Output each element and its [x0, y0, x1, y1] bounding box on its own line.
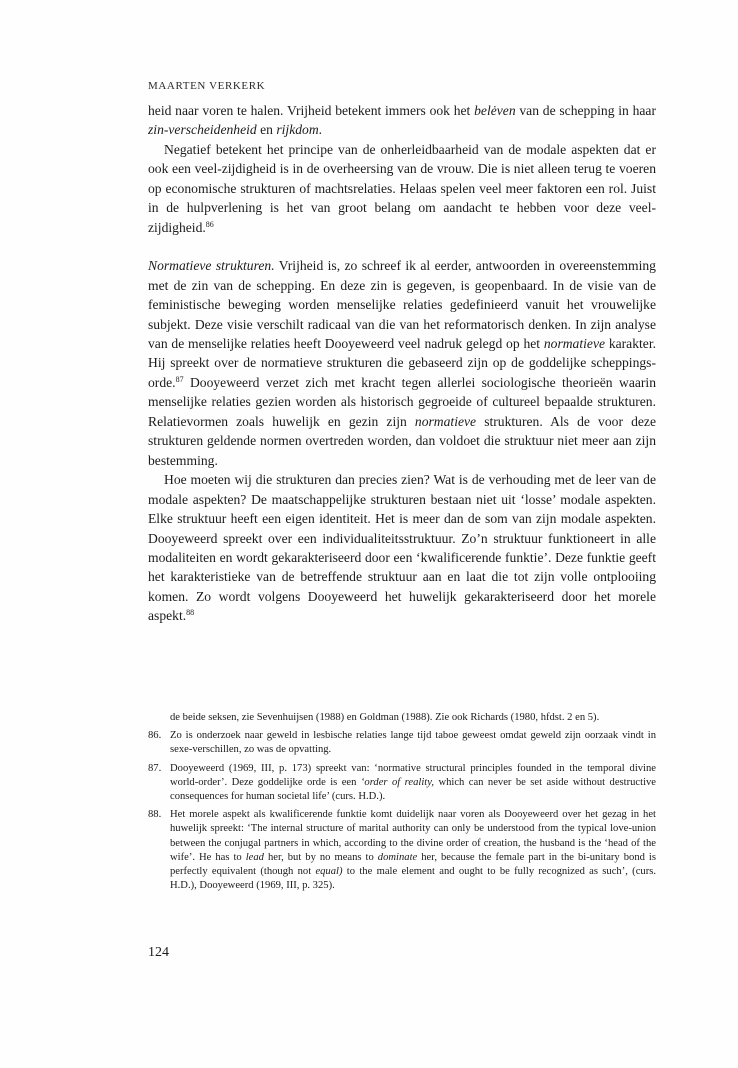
emphasis: normatieve [414, 413, 477, 429]
emphasis: belėven [474, 103, 516, 118]
text-span: her, because the female part in the bi-unitary bond is perfectly equivalent (though not [170, 851, 656, 878]
footnote-text [170, 762, 656, 805]
text-span: which can never be set aside without destructive consequences for human societal life’ (curs. H.D.). [170, 776, 657, 803]
footnote-ref-88[interactable]: 88 [186, 608, 195, 618]
text-span: en [256, 122, 277, 138]
text-span: her, but by no means to [263, 851, 378, 863]
text-span: strukturen. Als de voor deze strukturen geldende normen overtreden worden, dan voldoet die struktuur niet meer aan zijn bestemming. [148, 413, 656, 468]
text-span: Vrijheid is, zo schreef ik al eerder, antwoorden in overeenstemming met de zin van de schepping. En deze zin is gegeven, is geopenbaard. In de visie van de feministische beweging worden menselijke relaties gedefinieerd vanuit het vrouwelijke subjekt. Deze visie verschilt radicaal van die van het reformatorisch denken. In zijn analyse van de menselijke relaties heeft Dooyeweerd veel nadruk gelegd op het [148, 258, 656, 351]
page-number: 124 [148, 945, 169, 960]
footnote-text: Zo is onderzoek naar geweld in lesbische relaties lange tijd taboe geweest omdat geweld zijn oorzaak vindt in sexe-verschillen, zo was de opvatting. [170, 730, 656, 756]
footnote-text: de beide seksen, zie Sevenhuijsen (1988) en Goldman (1988). Zie ook Richards (1980, hfdst. 2 en 5). [170, 712, 600, 723]
paragraph-1 [148, 101, 656, 140]
footnote-ref-87[interactable]: 87 [175, 374, 184, 384]
text-span: Dooyeweerd verzet zich met kracht tegen allerlei sociologische theorieën waarin menselijke relaties gezien worden als historisch gegroeide of cultureel bepaalde strukturen. Relatievormen zoals huwelijk en gezin zijn [148, 374, 656, 429]
footnote-continuation [148, 711, 656, 725]
emphasis: ‘order of reality, [360, 776, 434, 788]
emphasis: rijkdom [276, 122, 319, 138]
text-span: . [318, 122, 323, 138]
footnote-ref-86[interactable]: 86 [205, 219, 214, 229]
emphasis: equal) [315, 866, 343, 878]
section-heading: Normatieve strukturen. [148, 258, 275, 274]
footnote-87 [148, 762, 656, 805]
emphasis: normatieve [543, 335, 606, 351]
footnote-86 [148, 729, 656, 757]
text-span: Dooyeweerd (1969, III, p. 173) spreekt van: ‘normative structural principles founded in the temporal divine world-order’. Deze goddelijke orde is een [170, 762, 656, 788]
footnote-number: 88. [148, 809, 162, 821]
running-head: MAARTEN VERKERK [148, 80, 266, 92]
paragraph-2 [148, 140, 656, 237]
text-span: Het morele aspekt als kwalificerende funktie komt duidelijk naar voren als Dooyeweerd over het gezag in het huwelijk spreekt: ‘The internal structure of marital authority can only be understood from the typical love-union between the conjugal partners in which, according to the divine order of creation, the husband is the ‘head of the wife’. He has to [170, 809, 656, 863]
footnote-number: 86. [148, 730, 162, 742]
text-span: heid naar voren te halen. Vrijheid betekent immers ook het [148, 103, 475, 118]
text-span: karakter. Hij spreekt over de normatieve strukturen die gebaseerd zijn op de goddelijke scheppingsorde. [148, 335, 656, 390]
text-span: Negatief betekent het principe van de onherleidbaarheid van de modale aspekten dat er ook een veel-zijdigheid is in de overheersing van de vrouw. Die is niet alleen terug te voeren op economische strukturen of machtsrelaties. Helaas spelen veel meer faktoren een rol. Juist in de hulpverlening is het van groot belang om aandacht te hebben voor deze veel-zijdigheid. [148, 141, 656, 235]
footnotes [148, 711, 656, 897]
emphasis: dominate [377, 851, 418, 863]
footnote-number: 87. [148, 762, 162, 774]
text-span: to the male element and ought to be fully recognized as such’, (curs. H.D.), Dooyeweerd (1969, III, p. 325). [170, 866, 656, 892]
body-text [148, 101, 656, 626]
footnote-text [170, 808, 656, 893]
paragraph-3 [148, 256, 656, 470]
footnote-88 [148, 808, 656, 893]
text-span: van de schepping in haar [515, 103, 656, 118]
emphasis: lead [245, 851, 264, 863]
paragraph-4 [148, 470, 656, 626]
emphasis: zin-verscheidenheid [148, 122, 257, 138]
text-span: Hoe moeten wij die strukturen dan precies zien? Wat is de verhouding met de leer van de modale aspekten? De maatschappelijke strukturen bestaan niet uit ‘losse’ modale aspekten. Elke struktuur heeft een eigen identiteit. Het is meer dan de som van zijn modale aspekten. Dooyeweerd spreekt over een individualiteitsstruktuur. Zo’n struktuur funktioneert in alle modaliteiten en wordt gekarakteriseerd door een ‘kwalificerende funktie’. Deze funktie geeft het karakteristieke van de betreffende struktuur aan en laat die tot zijn volle ontplooiing komen. Zo wordt volgens Dooyeweerd het huwelijk gekarakteriseerd door het morele aspekt. [148, 472, 656, 624]
